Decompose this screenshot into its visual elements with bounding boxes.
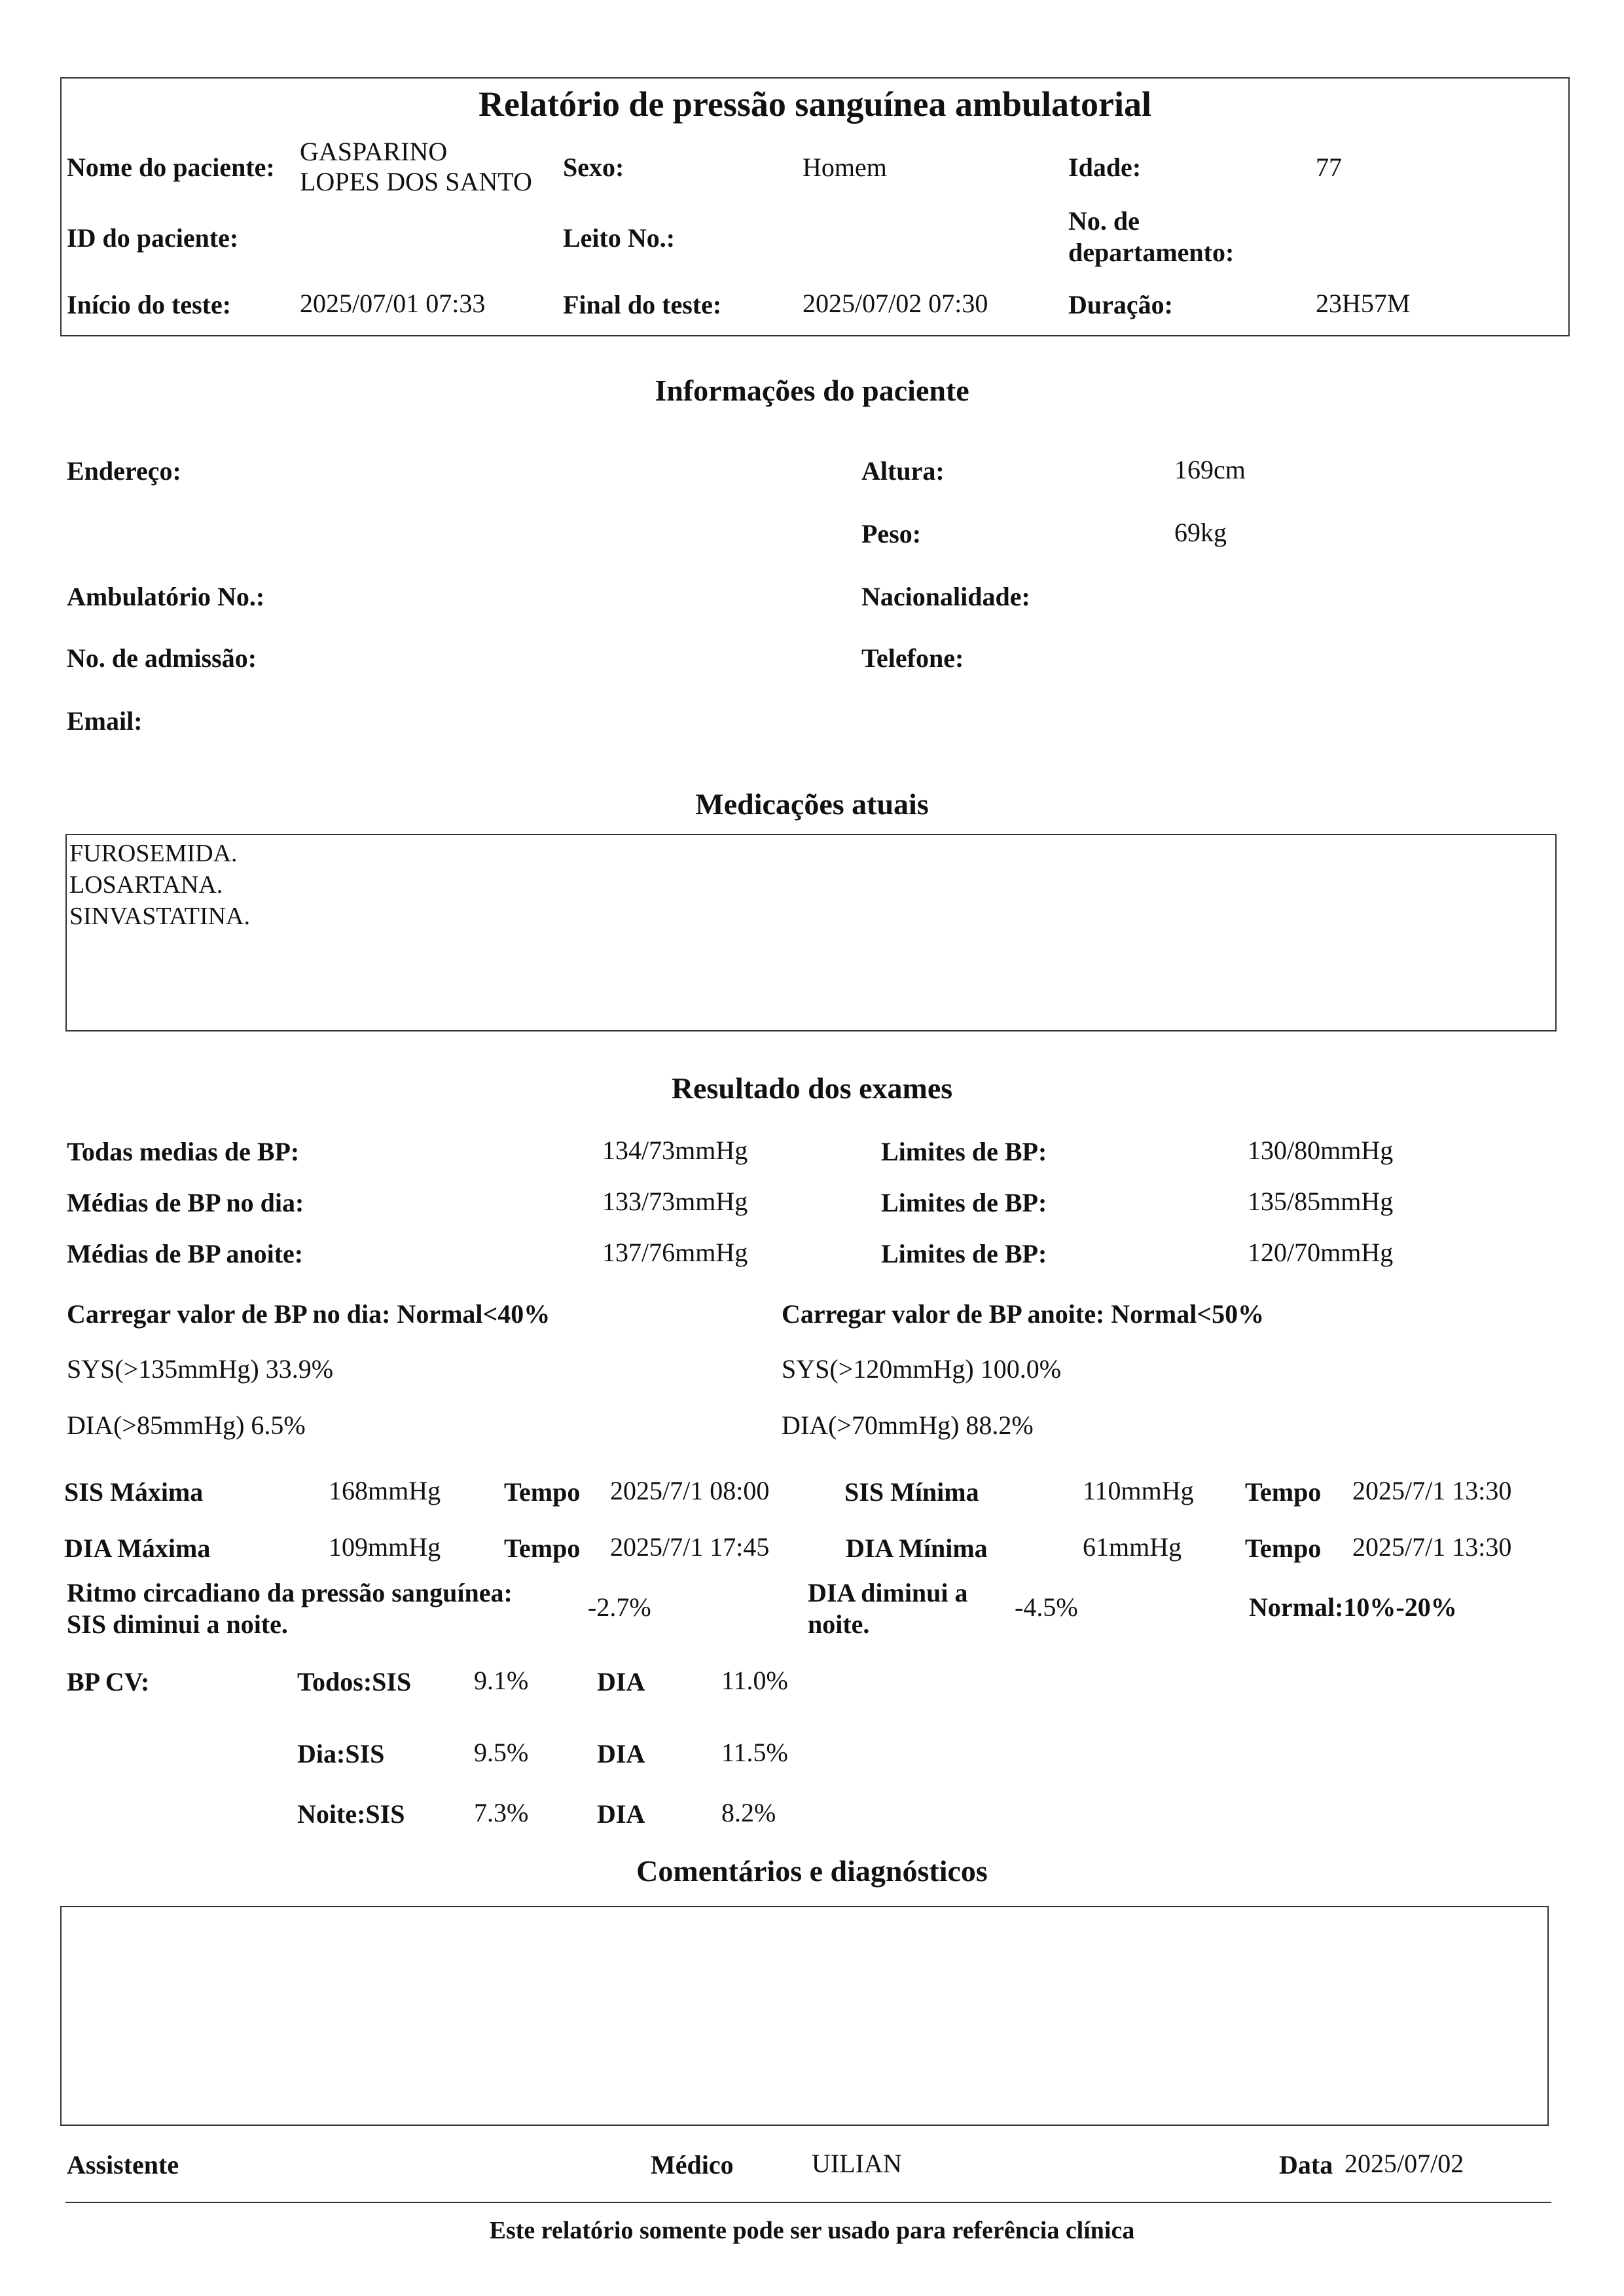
age-value: 77 bbox=[1316, 152, 1342, 182]
sex-value: Homem bbox=[803, 152, 887, 182]
patient-id-label: ID do paciente: bbox=[67, 223, 239, 253]
sis-max-value: 168mmHg bbox=[329, 1476, 441, 1505]
avg-day-limit-label: Limites de BP: bbox=[881, 1188, 1047, 1217]
comments-title: Comentários e diagnósticos bbox=[636, 1854, 988, 1888]
load-day-sys: SYS(>135mmHg) 33.9% bbox=[67, 1354, 334, 1384]
avg-all-label: Todas medias de BP: bbox=[67, 1137, 300, 1166]
circadian-dia-label-line2: noite. bbox=[808, 1609, 870, 1639]
cv-day-sis: 9.5% bbox=[474, 1738, 529, 1767]
duration-label: Duração: bbox=[1068, 290, 1173, 319]
height-label: Altura: bbox=[861, 456, 945, 486]
sis-min-label: SIS Mínima bbox=[844, 1477, 979, 1507]
dept-label-line1: No. de bbox=[1068, 206, 1140, 236]
avg-night-limit-value: 120/70mmHg bbox=[1248, 1238, 1394, 1267]
sis-max-label: SIS Máxima bbox=[64, 1477, 204, 1507]
comments-box bbox=[60, 1906, 1549, 2126]
medications-text: FUROSEMIDA. LOSARTANA. SINVASTATINA. bbox=[69, 840, 251, 930]
load-night-title: Carregar valor de BP anoite: Normal<50% bbox=[782, 1299, 1265, 1329]
circadian-label-line2: SIS diminui a noite. bbox=[67, 1609, 288, 1639]
test-start-value: 2025/07/01 07:33 bbox=[300, 289, 486, 318]
load-day-title: Carregar valor de BP no dia: Normal<40% bbox=[67, 1299, 550, 1329]
circadian-sis-value: -2.7% bbox=[588, 1592, 651, 1622]
dia-min-value: 61mmHg bbox=[1083, 1532, 1182, 1562]
avg-day-label: Médias de BP no dia: bbox=[67, 1188, 304, 1217]
cv-day-dia: 11.5% bbox=[721, 1738, 788, 1767]
dept-label-line2: departamento: bbox=[1068, 238, 1235, 267]
sis-min-time-label: Tempo bbox=[1245, 1477, 1322, 1507]
cv-day-period: Dia:SIS bbox=[297, 1739, 385, 1768]
test-start-label: Início do teste: bbox=[67, 290, 232, 319]
doctor-value: UILIAN bbox=[812, 2149, 902, 2178]
test-end-value: 2025/07/02 07:30 bbox=[803, 289, 988, 318]
sis-max-time-label: Tempo bbox=[504, 1477, 581, 1507]
cv-night-sis: 7.3% bbox=[474, 1798, 529, 1827]
cv-label: BP CV: bbox=[67, 1667, 150, 1696]
patient-name-label: Nome do paciente: bbox=[67, 152, 275, 182]
load-night-dia: DIA(>70mmHg) 88.2% bbox=[782, 1410, 1034, 1440]
weight-value: 69kg bbox=[1174, 518, 1227, 547]
address-label: Endereço: bbox=[67, 456, 181, 486]
avg-all-limit-label: Limites de BP: bbox=[881, 1137, 1047, 1166]
load-night-sys: SYS(>120mmHg) 100.0% bbox=[782, 1354, 1062, 1384]
sex-label: Sexo: bbox=[563, 152, 624, 182]
disclaimer: Este relatório somente pode ser usado para referência clínica bbox=[489, 2217, 1135, 2244]
age-label: Idade: bbox=[1068, 152, 1142, 182]
patient-name-line1: GASPARINO bbox=[300, 137, 448, 166]
dia-max-time: 2025/7/1 17:45 bbox=[610, 1532, 770, 1562]
load-day-dia: DIA(>85mmHg) 6.5% bbox=[67, 1410, 306, 1440]
test-end-label: Final do teste: bbox=[563, 290, 722, 319]
footer-divider bbox=[65, 2202, 1551, 2203]
medications-title: Medicações atuais bbox=[695, 787, 929, 821]
avg-day-value: 133/73mmHg bbox=[602, 1187, 748, 1216]
avg-all-limit-value: 130/80mmHg bbox=[1248, 1136, 1394, 1165]
cv-all-dia-label: DIA bbox=[597, 1667, 645, 1696]
dia-max-time-label: Tempo bbox=[504, 1534, 581, 1563]
dia-max-label: DIA Máxima bbox=[64, 1534, 211, 1563]
results-title: Resultado dos exames bbox=[671, 1071, 953, 1105]
duration-value: 23H57M bbox=[1316, 289, 1411, 318]
bed-label: Leito No.: bbox=[563, 223, 676, 253]
avg-night-label: Médias de BP anoite: bbox=[67, 1239, 304, 1268]
cv-night-dia-label: DIA bbox=[597, 1799, 645, 1829]
dia-max-value: 109mmHg bbox=[329, 1532, 441, 1562]
cv-night-period: Noite:SIS bbox=[297, 1799, 405, 1829]
weight-label: Peso: bbox=[861, 519, 922, 548]
sis-max-time: 2025/7/1 08:00 bbox=[610, 1476, 770, 1505]
nationality-label: Nacionalidade: bbox=[861, 582, 1030, 611]
assistant-label: Assistente bbox=[67, 2150, 179, 2179]
dia-min-time-label: Tempo bbox=[1245, 1534, 1322, 1563]
cv-all-period: Todos:SIS bbox=[297, 1667, 412, 1696]
avg-all-value: 134/73mmHg bbox=[602, 1136, 748, 1165]
avg-night-value: 137/76mmHg bbox=[602, 1238, 748, 1267]
cv-all-sis: 9.1% bbox=[474, 1666, 529, 1695]
circadian-label-line1: Ritmo circadiano da pressão sanguínea: bbox=[67, 1578, 513, 1607]
phone-label: Telefone: bbox=[861, 643, 964, 673]
sis-min-time: 2025/7/1 13:30 bbox=[1352, 1476, 1512, 1505]
circadian-dia-value: -4.5% bbox=[1015, 1592, 1078, 1622]
circadian-dia-label-line1: DIA diminui a bbox=[808, 1578, 968, 1607]
avg-day-limit-value: 135/85mmHg bbox=[1248, 1187, 1394, 1216]
cv-night-dia: 8.2% bbox=[721, 1798, 776, 1827]
email-label: Email: bbox=[67, 706, 143, 736]
sis-min-value: 110mmHg bbox=[1083, 1476, 1194, 1505]
height-value: 169cm bbox=[1174, 455, 1246, 484]
doctor-label: Médico bbox=[651, 2150, 734, 2179]
dia-min-time: 2025/7/1 13:30 bbox=[1352, 1532, 1512, 1562]
outpatient-label: Ambulatório No.: bbox=[67, 582, 265, 611]
patient-name-line2: LOPES DOS SANTO bbox=[300, 167, 532, 196]
admission-label: No. de admissão: bbox=[67, 643, 257, 673]
date-value: 2025/07/02 bbox=[1344, 2149, 1464, 2178]
patient-info-title: Informações do paciente bbox=[655, 374, 969, 407]
report-title: Relatório de pressão sanguínea ambulatorial bbox=[478, 84, 1152, 124]
avg-night-limit-label: Limites de BP: bbox=[881, 1239, 1047, 1268]
dia-min-label: DIA Mínima bbox=[846, 1534, 988, 1563]
cv-all-dia: 11.0% bbox=[721, 1666, 788, 1695]
date-label: Data bbox=[1279, 2150, 1333, 2179]
cv-day-dia-label: DIA bbox=[597, 1739, 645, 1768]
medications-box bbox=[65, 834, 1557, 1031]
circadian-normal: Normal:10%-20% bbox=[1249, 1592, 1457, 1622]
